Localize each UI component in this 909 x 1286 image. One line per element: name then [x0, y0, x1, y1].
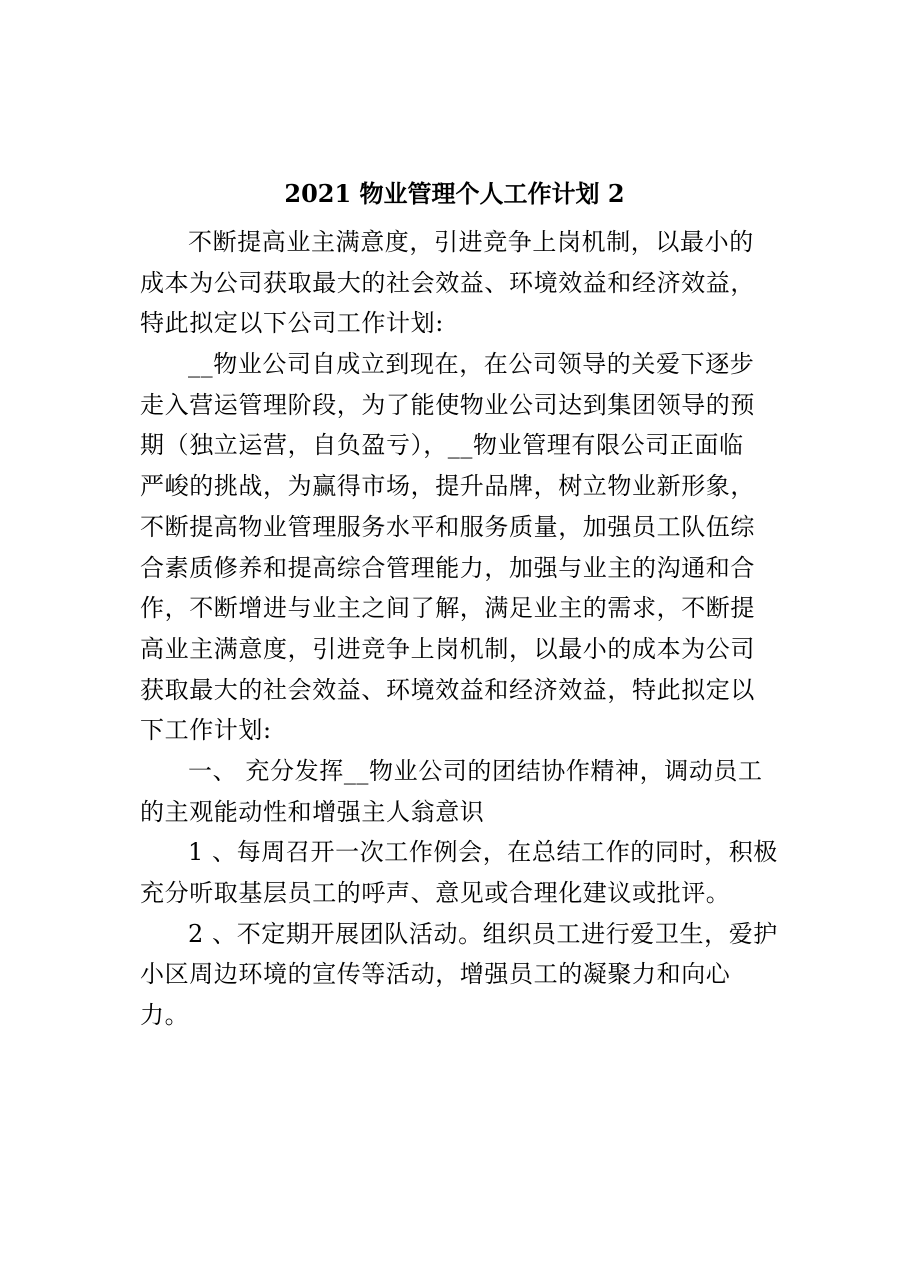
text-line: 严峻的挑战，为赢得市场，提升品牌，树立物业新形象，	[140, 472, 755, 501]
list-item-2	[140, 914, 780, 1036]
document-title: 2021 物业管理个人工作计划 2	[284, 179, 625, 208]
text-line: 期（独立运营，自负盈亏），__物业管理有限公司正面临	[140, 431, 744, 460]
text-line: 2 、不定期开展团队活动。组织员工进行爱卫生，爱护	[188, 919, 778, 948]
text-line: 不断提高业主满意度，引进竞争上岗机制，以最小的	[188, 228, 754, 256]
text-line: 作，不断增进与业主之间了解，满足业主的需求，不断提	[140, 594, 755, 623]
text-line: 1 、每周召开一次工作例会，在总结工作的同时，积极	[188, 838, 778, 867]
document-body	[140, 222, 780, 1036]
text-line: 一、 充分发挥__物业公司的团结协作精神，调动员工	[188, 756, 763, 785]
paragraph-intro	[140, 222, 780, 344]
list-item-1	[140, 832, 780, 913]
section-heading-1	[140, 751, 780, 832]
text-line: 走入营运管理阶段，为了能使物业公司达到集团领导的预	[140, 390, 755, 419]
text-line: 力。	[140, 1001, 190, 1030]
text-line: __物业公司自成立到现在，在公司领导的关爱下逐步	[188, 350, 755, 379]
text-line: 成本为公司获取最大的社会效益、环境效益和经济效益，	[140, 268, 755, 297]
text-line: 的主观能动性和增强主人翁意识	[140, 797, 485, 826]
text-line: 合素质修养和提高综合管理能力，加强与业主的沟通和合	[140, 553, 755, 582]
text-line: 高业主满意度，引进竞争上岗机制，以最小的成本为公司	[140, 634, 755, 663]
text-line: 小区周边环境的宣传等活动，增强员工的凝聚力和向心	[140, 960, 731, 989]
text-line: 获取最大的社会效益、环境效益和经济效益，特此拟定以	[140, 675, 755, 704]
text-line: 特此拟定以下公司工作计划:	[140, 309, 444, 338]
text-line: 充分听取基层员工的呼声、意见或合理化建议或批评。	[140, 879, 731, 907]
text-line: 不断提高物业管理服务水平和服务质量，加强员工队伍综	[140, 512, 755, 541]
text-line: 下工作计划:	[140, 716, 272, 745]
paragraph-background	[140, 344, 780, 751]
